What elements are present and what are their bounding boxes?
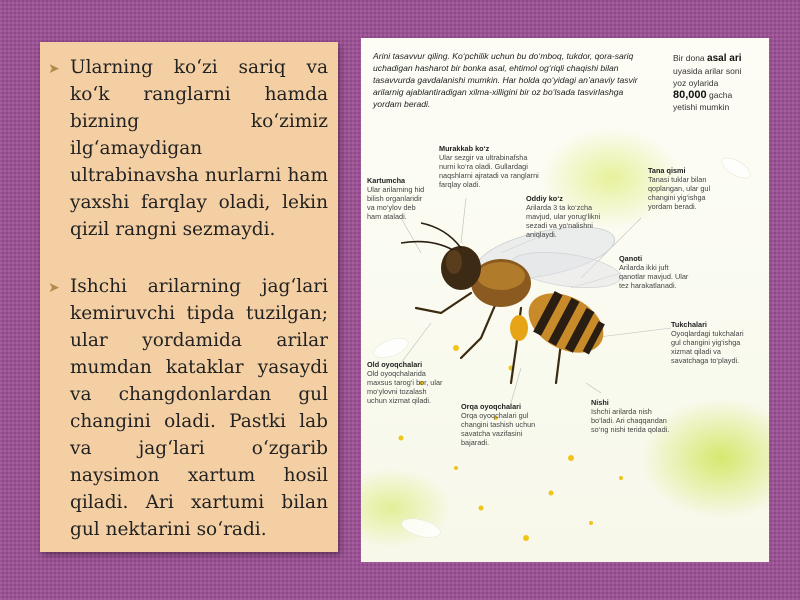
- label-title: Old oyoqchalari: [367, 360, 423, 369]
- label-text: Ular arilarning hid bilish organlaridir va mo‘ylov deb ham ataladi.: [367, 185, 425, 221]
- count-line3: yoz oylarida: [673, 78, 719, 88]
- count-bold: asal ari: [707, 53, 742, 64]
- label-title: Murakkab ko‘z: [439, 144, 490, 153]
- arrow-bullet-icon: ➤: [48, 61, 60, 77]
- label-nishi: [591, 398, 671, 434]
- bee-anatomy-image: [361, 38, 769, 562]
- label-tana-qismi: [648, 166, 718, 211]
- paragraph-eyes: [48, 54, 328, 243]
- count-line4: gacha: [709, 90, 733, 100]
- label-tukchalari: [671, 320, 751, 365]
- colony-count-note: [673, 52, 763, 113]
- count-line5: yetishi mumkin: [673, 102, 730, 112]
- paragraph-eyes-text: Ularning ko‘zi sariq va ko‘k ranglarni hamda bizning ko‘zimiz ilg‘amaydigan ultrabinavsha nurlarni ham yaxshi farqlay oladi, lekin qizil rangni sezmaydi.: [70, 57, 328, 240]
- count-line2: uyasida arilar soni: [673, 66, 742, 76]
- label-text: Tanasi tuklar bilan qoplangan, ular gul changini yig‘ishga yordam beradi.: [648, 175, 711, 211]
- label-title: Qanoti: [619, 254, 643, 263]
- label-text: Old oyoqchalarida maxsus tarog‘i bor, ular mo‘ylovni tozalash uchun xizmat qiladi.: [367, 369, 443, 405]
- label-murakkab-koz: [439, 144, 539, 189]
- label-title: Kartumcha: [367, 176, 406, 185]
- label-text: Arilarda ikki juft qanotlar mavjud. Ular tez harakatlanadi.: [619, 263, 689, 290]
- label-title: Tukchalari: [671, 320, 707, 329]
- label-qanoti: [619, 254, 691, 290]
- label-title: Orqa oyoqchalari: [461, 402, 522, 411]
- label-old-oyoqchalari: [367, 360, 447, 405]
- count-line1: Bir dona: [673, 53, 705, 63]
- text-panel: [40, 42, 338, 552]
- label-title: Tana qismi: [648, 166, 686, 175]
- label-text: Ishchi arilarda nish bo‘ladi. Ari chaqqandan so‘ng nishi terida qoladi.: [591, 407, 670, 434]
- label-text: Orqa oyoqchalari gul changini tashish uchun savatcha vazifasini bajaradi.: [461, 411, 536, 447]
- label-orqa-oyoqchalari: [461, 402, 551, 447]
- arrow-bullet-icon: ➤: [48, 280, 60, 296]
- bee-illustration: [361, 38, 769, 562]
- paragraph-jaws: [48, 273, 328, 543]
- label-kartumcha: [367, 176, 429, 221]
- paragraph-jaws-text: Ishchi arilarning jag‘lari kemiruvchi tipda tuzilgan; ular yordamida arilar mumdan kataklar yasaydi va changdonlardan gul changini oladi. Pastki lab va jag‘lari o‘zgarib naysimon xartum hosil qiladi. Ari xartumi bilan gul nektarini so‘radi.: [70, 276, 328, 540]
- label-oddiy-koz: [526, 194, 616, 239]
- intro-text: Arini tasavvur qiling. Ko‘pchilik uchun bu do‘mboq, tukdor, qora-sariq uchadigan hasharot bir bonka asal, ehtimol og‘riqli chaqishi bilan tasavvurda gavdalanishi mumkin. Har holda qo‘yidagi an’anaviy tasvir arilarnig ajablantiradigan xilma-xilligini bir oz bo‘lsada tasvirlashga yordam beradi.: [373, 51, 638, 109]
- label-text: Ular sezgir va ultrabinafsha nurni ko‘ra oladi. Gullardagi naqshlarni ajratadi va ranglarni farqlay oladi.: [439, 153, 539, 189]
- label-title: Nishi: [591, 398, 609, 407]
- label-text: Arilarda 3 ta ko‘zcha mavjud, ular yorug‘likni sezadi va yo‘nalishni aniqlaydi.: [526, 203, 601, 239]
- count-number: 80,000: [673, 89, 707, 101]
- label-title: Oddiy ko‘z: [526, 194, 563, 203]
- label-text: Oyoqlardagi tukchalari gul changini yig‘ishga xizmat qiladi va savatchaga to‘playdi.: [671, 329, 744, 365]
